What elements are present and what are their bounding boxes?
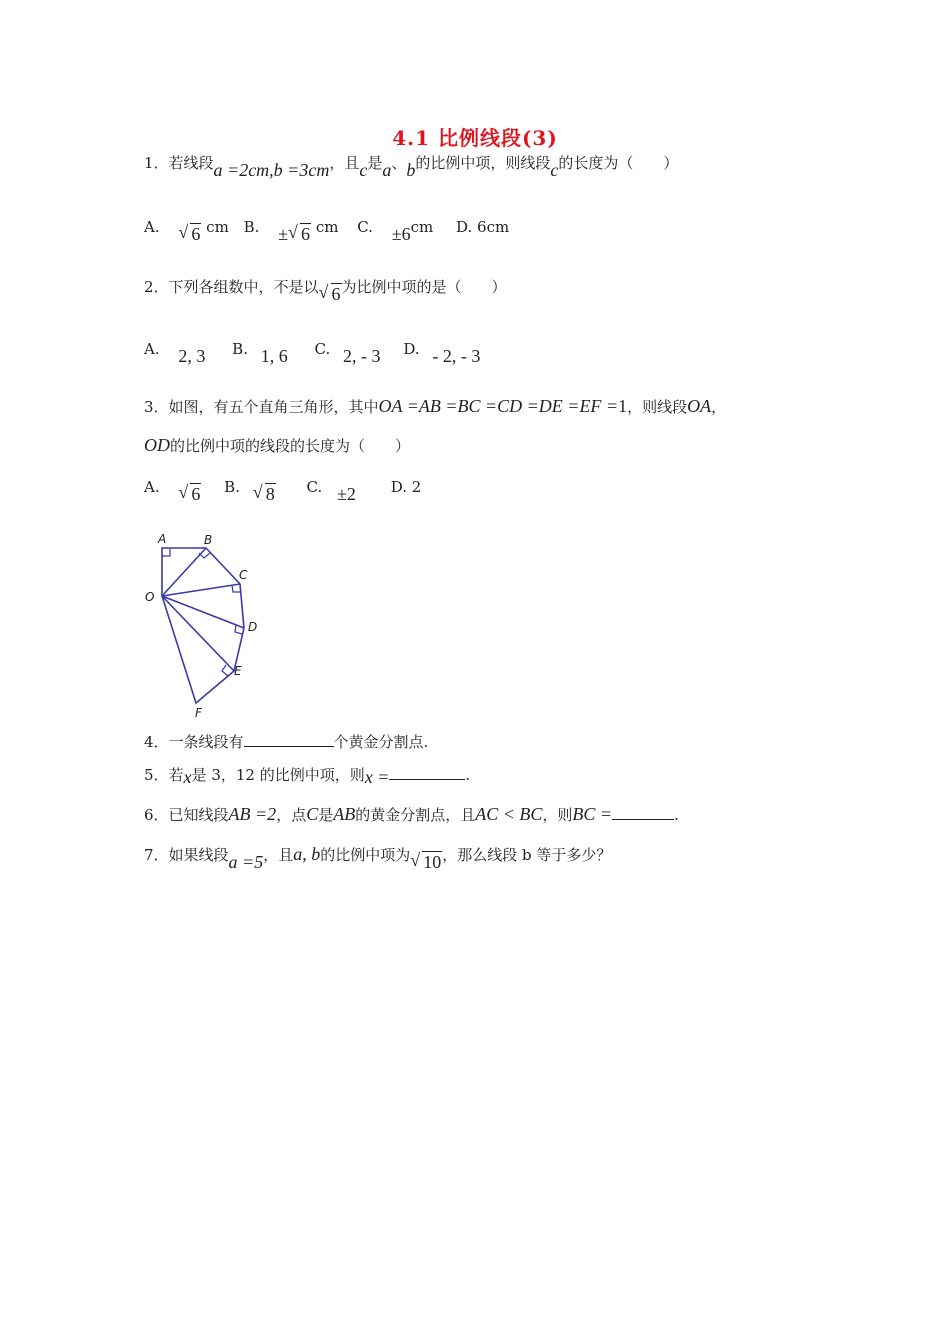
q3-figure bbox=[140, 528, 270, 723]
q2-options bbox=[144, 336, 481, 366]
q4-text: 4．一条线段有 bbox=[144, 733, 244, 751]
question-7 bbox=[144, 842, 612, 872]
q3-expr-one: 1 bbox=[618, 396, 628, 416]
q2-option-d-value: - 2, - 3 bbox=[432, 346, 481, 366]
q1-options bbox=[144, 214, 510, 244]
q2-option-a-value: 2, 3 bbox=[178, 346, 206, 366]
q1-option-c-value: ±6 bbox=[391, 224, 411, 244]
segment-oe bbox=[162, 596, 234, 671]
q6-answer-blank[interactable] bbox=[612, 803, 674, 820]
q7-text: ，那么线段 b 等于多少？ bbox=[442, 846, 612, 864]
label-f: F bbox=[195, 706, 202, 720]
label-a: A bbox=[158, 532, 167, 546]
right-angle-c bbox=[232, 585, 240, 592]
q6-text: ，则 bbox=[542, 806, 573, 824]
q3-option-c-value: ±2 bbox=[337, 484, 356, 504]
q1-var-c: c bbox=[359, 160, 368, 180]
q1-option-d: D. 6cm bbox=[456, 218, 510, 236]
q2-text: 为比例中项的是（ ） bbox=[341, 278, 507, 296]
figure-outline bbox=[162, 548, 244, 703]
q1-option-a-value: √ 6 bbox=[178, 222, 201, 246]
question-3-cont bbox=[144, 433, 410, 458]
q1-var-a: a bbox=[382, 160, 392, 180]
q1-text: 是 bbox=[367, 154, 383, 172]
question-1 bbox=[144, 150, 679, 180]
label-c: C bbox=[239, 568, 248, 582]
q1-var-b: b bbox=[406, 160, 416, 180]
q1-text: 的长度为（ ） bbox=[558, 154, 679, 172]
q2-option-a-label: A. bbox=[144, 340, 160, 358]
label-o: O bbox=[145, 590, 155, 604]
q2-text: 2．下列各组数中，不是以 bbox=[144, 278, 319, 296]
q5-text: 是 3，12 的比例中项，则 bbox=[191, 766, 365, 784]
question-2 bbox=[144, 274, 507, 304]
q1-option-c-unit: cm bbox=[410, 218, 434, 236]
question-4 bbox=[144, 730, 428, 754]
q3-option-d: D. 2 bbox=[390, 478, 422, 496]
q1-option-c-label: C. bbox=[357, 218, 373, 236]
q5-answer-blank[interactable] bbox=[389, 763, 465, 780]
page-title: 4.1 比例线段(3) bbox=[392, 126, 558, 150]
q1-text: 、 bbox=[391, 154, 407, 172]
q4-text: 个黄金分割点. bbox=[333, 733, 429, 751]
q2-sqrt: √ 6 bbox=[319, 282, 342, 306]
q7-var-ab: a, b bbox=[293, 844, 321, 864]
segment-od bbox=[162, 596, 244, 628]
q3-text: ， bbox=[711, 398, 727, 416]
q2-option-c-label: C. bbox=[314, 340, 331, 358]
question-3 bbox=[144, 394, 726, 419]
q5-var-x: x bbox=[183, 767, 192, 787]
q1-option-b-label: B. bbox=[243, 218, 260, 236]
q3-option-b-value: √ 8 bbox=[253, 482, 276, 506]
q1-var-c: c bbox=[550, 160, 559, 180]
q3-expr: OA =AB =BC =CD =DE =EF = bbox=[378, 396, 619, 416]
q1-expr: a =2cm,b =3cm bbox=[213, 160, 330, 180]
right-angle-e bbox=[222, 665, 228, 676]
q3-text: 的比例中项的线段的长度为（ ） bbox=[170, 437, 411, 455]
label-d: D bbox=[248, 620, 258, 634]
question-5 bbox=[144, 762, 470, 787]
q3-option-b-label: B. bbox=[224, 478, 240, 496]
q1-option-b-pm: ± bbox=[278, 224, 289, 244]
q3-options bbox=[144, 474, 422, 504]
q6-var-ab: AB bbox=[333, 804, 356, 824]
q4-answer-blank[interactable] bbox=[244, 730, 334, 747]
right-angle-a bbox=[162, 548, 170, 556]
q1-text: ，且 bbox=[329, 154, 360, 172]
q6-text: ，点 bbox=[276, 806, 307, 824]
q6-condition: AC < BC bbox=[475, 804, 543, 824]
q1-option-a-label: A. bbox=[144, 218, 160, 236]
q1-option-b-unit: cm bbox=[315, 218, 339, 236]
q2-option-b-value: 1, 6 bbox=[260, 346, 288, 366]
q1-text: 的比例中项，则线段 bbox=[415, 154, 551, 172]
q6-text: 的黄金分割点，且 bbox=[355, 806, 476, 824]
q6-var-c: C bbox=[306, 804, 319, 824]
segment-oc bbox=[162, 584, 240, 596]
q5-var-x: x = bbox=[364, 767, 390, 787]
question-6 bbox=[144, 802, 679, 827]
q2-option-c-value: 2, - 3 bbox=[343, 346, 381, 366]
q6-text: 是 bbox=[318, 806, 334, 824]
q5-text: . bbox=[465, 766, 471, 784]
q3-var-oa: OA bbox=[687, 396, 712, 416]
q1-option-a-unit: cm bbox=[206, 218, 229, 236]
q2-option-d-label: D. bbox=[403, 340, 420, 358]
q3-text: ，则线段 bbox=[627, 398, 688, 416]
q3-option-c-label: C. bbox=[306, 478, 323, 496]
q7-text: 7．如果线段 bbox=[144, 846, 229, 864]
q3-var-od: OD bbox=[144, 435, 170, 455]
q7-text: 的比例中项为 bbox=[320, 846, 411, 864]
q5-text: 5．若 bbox=[144, 766, 184, 784]
q6-text: 6．已知线段 bbox=[144, 806, 229, 824]
q2-option-b-label: B. bbox=[232, 340, 248, 358]
q7-text: ，且 bbox=[263, 846, 294, 864]
q6-var-bc: BC = bbox=[572, 804, 613, 824]
q1-option-b-value: √ 6 bbox=[288, 222, 311, 246]
q3-option-a-value: √ 6 bbox=[178, 482, 201, 506]
q6-expr-ab: AB =2 bbox=[228, 804, 277, 824]
q3-text: 3．如图，有五个直角三角形，其中 bbox=[144, 398, 379, 416]
label-e: E bbox=[234, 664, 242, 678]
segment-ob bbox=[162, 548, 206, 596]
label-b: B bbox=[204, 533, 213, 547]
q6-text: . bbox=[674, 806, 679, 824]
q3-option-a-label: A. bbox=[144, 478, 160, 496]
figure-lines bbox=[162, 548, 244, 703]
q7-expr-a: a =5 bbox=[228, 852, 264, 872]
q1-text: 1．若线段 bbox=[144, 154, 214, 172]
q7-sqrt: √ 10 bbox=[410, 850, 442, 874]
